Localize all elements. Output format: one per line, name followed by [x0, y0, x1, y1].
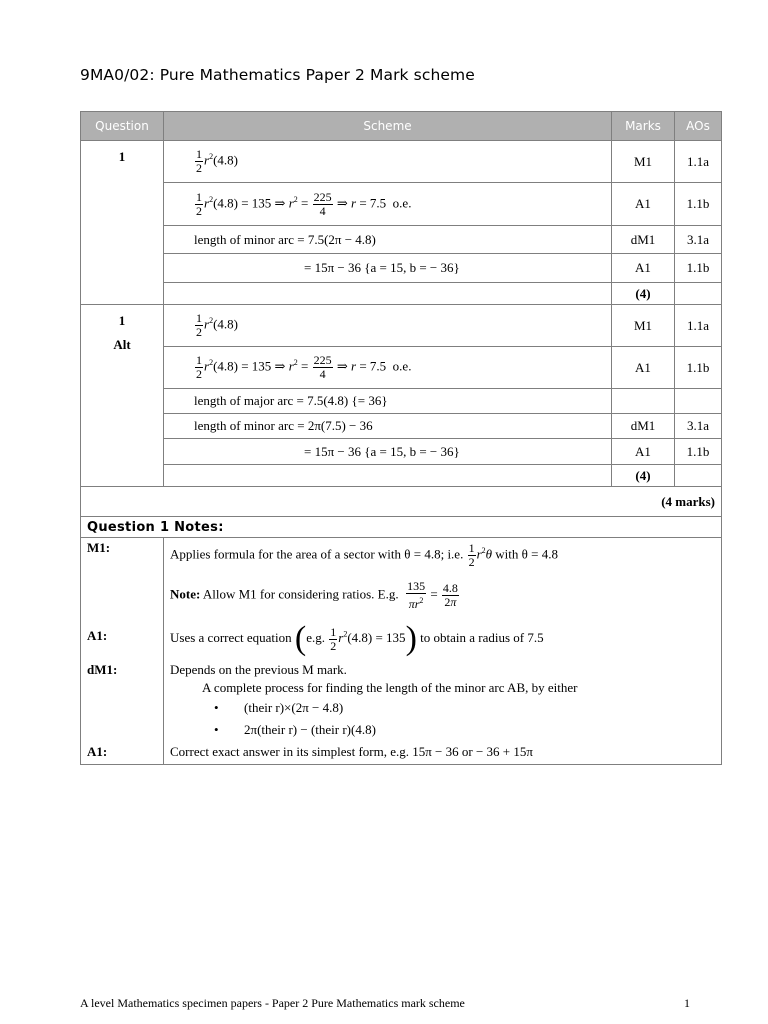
- table-header-row: [81, 112, 722, 141]
- note-bullet-1-text: (their r)×(2π − 4.8): [244, 700, 344, 715]
- question-number: [81, 305, 164, 487]
- notes-label-column: [81, 538, 164, 765]
- mark-cell: A1: [612, 254, 675, 283]
- ao-cell: [675, 465, 722, 487]
- note-a1-text-end: to obtain a radius of 7.5: [420, 629, 544, 645]
- scheme-cell: length of minor arc = 2π(7.5) − 36: [164, 414, 612, 439]
- question-number: 1: [81, 141, 164, 305]
- table-row: [81, 183, 722, 226]
- subtotal-cell: (4): [612, 465, 675, 487]
- scheme-cell: $\frac{1}{2}$ $r^2(4.8)$: [164, 141, 612, 183]
- scheme-cell: = 15π − 36 {a = 15, b = − 36}: [164, 254, 612, 283]
- table-row: [81, 141, 722, 183]
- table-row: [81, 226, 722, 254]
- header-scheme: Scheme: [164, 112, 612, 141]
- subtotal-cell: (4): [612, 283, 675, 305]
- ao-cell: 1.1a: [675, 305, 722, 347]
- ao-cell: [675, 283, 722, 305]
- note-a1-text: Uses a correct equation: [170, 629, 292, 645]
- notes-heading-row: [81, 517, 722, 538]
- ao-cell: 1.1b: [675, 439, 722, 465]
- table-row: [81, 389, 722, 414]
- note-ratio-text: Allow M1 for considering ratios. E.g.: [202, 586, 399, 602]
- note-m1-text: Applies formula for the area of a sector with θ = 4.8; i.e.: [170, 546, 464, 562]
- note-m1-text-end: with θ = 4.8: [495, 546, 558, 562]
- question-number-label: 1: [118, 313, 126, 328]
- note-ratio: Note: Allow M1 for considering ratios. E.g. $\frac{135}{\pi r^2}$ = $\frac{4.8}{2\pi}$: [170, 579, 458, 611]
- note-dm1-line2: A complete process for finding the length of the minor arc AB, by either: [202, 680, 578, 695]
- table-row: [81, 305, 722, 347]
- header-aos: AOs: [675, 112, 722, 141]
- alt-label: Alt: [113, 337, 131, 352]
- note-a1-eg: e.g.: [306, 629, 325, 645]
- oe-note: o.e.: [392, 358, 412, 374]
- scheme-cell: = 15π − 36 {a = 15, b = − 36}: [164, 439, 612, 465]
- mark-cell: M1: [612, 141, 675, 183]
- note-dm1-line1: Depends on the previous M mark.: [170, 662, 347, 677]
- notes-body-row: [81, 538, 722, 765]
- ao-cell: 3.1a: [675, 414, 722, 439]
- ao-cell: 1.1b: [675, 254, 722, 283]
- table-row: [81, 283, 722, 305]
- scheme-cell: [164, 283, 612, 305]
- scheme-cell: [164, 465, 612, 487]
- note-label-dm1: dM1:: [87, 662, 118, 677]
- table-row: [81, 347, 722, 389]
- footer-text: A level Mathematics specimen papers - Paper 2 Pure Mathematics mark scheme: [80, 996, 465, 1010]
- mark-cell: A1: [612, 347, 675, 389]
- note-label-m1: M1:: [87, 540, 111, 555]
- note-a1-final: Correct exact answer in its simplest form, e.g. 15π − 36 or − 36 + 15π: [170, 744, 533, 759]
- scheme-cell: $\frac{1}{2}$ $r^2(4.8)$: [164, 305, 612, 347]
- note-label-a1-final: A1:: [87, 744, 108, 759]
- page-number: 1: [684, 996, 690, 1010]
- note-bullet-2: • 2π(their r) − (their r)(4.8): [214, 722, 376, 737]
- notes-heading: Question 1 Notes:: [81, 517, 722, 538]
- header-question: Question: [81, 112, 164, 141]
- ao-cell: 1.1a: [675, 141, 722, 183]
- mark-cell: A1: [612, 439, 675, 465]
- table-row: [81, 439, 722, 465]
- mark-cell: M1: [612, 305, 675, 347]
- formula: $\frac{1}{2}$: [196, 147, 202, 175]
- scheme-cell: $\frac{1}{2}$ $r^2(4.8) = 135$ ⇒ $r^2$ = $\frac{225}{4}$ ⇒ r = 7.5 o.e.: [164, 347, 612, 389]
- ao-cell: 3.1a: [675, 226, 722, 254]
- note-bold-label: Note:: [170, 586, 201, 602]
- mark-cell: dM1: [612, 414, 675, 439]
- note-bullet-1: • (their r)×(2π − 4.8): [214, 700, 344, 715]
- scheme-cell: $\frac{1}{2}$ $r^2(4.8) = 135$ ⇒ $r^2$ = $\frac{225}{4}$ ⇒ r = 7.5 o.e.: [164, 183, 612, 226]
- note-a1: Uses a correct equation (e.g. $\frac{1}{2}$ $r^2(4.8) = 135$) to obtain a radius of 7.5: [170, 620, 544, 657]
- scheme-cell: length of minor arc = 7.5(2π − 4.8): [164, 226, 612, 254]
- ao-cell: [675, 389, 722, 414]
- mark-cell: [612, 389, 675, 414]
- page-title: 9MA0/02: Pure Mathematics Paper 2 Mark scheme: [80, 66, 475, 84]
- total-row: [81, 487, 722, 517]
- table-row: [81, 414, 722, 439]
- mark-cell: dM1: [612, 226, 675, 254]
- ao-cell: 1.1b: [675, 347, 722, 389]
- mark-cell: A1: [612, 183, 675, 226]
- table-row: [81, 465, 722, 487]
- note-bullet-2-text: 2π(their r) − (their r)(4.8): [244, 722, 376, 737]
- oe-note: o.e.: [392, 194, 412, 210]
- scheme-cell: length of major arc = 7.5(4.8) {= 36}: [164, 389, 612, 414]
- note-label-a1: A1:: [87, 628, 108, 643]
- ao-cell: 1.1b: [675, 183, 722, 226]
- total-marks: (4 marks): [81, 487, 722, 517]
- table-row: [81, 254, 722, 283]
- notes-text-column: [164, 538, 722, 765]
- note-m1: Applies formula for the area of a sector with θ = 4.8; i.e. $\frac{1}{2}$ $r^2\theta$ with θ = 4.8: [170, 541, 558, 569]
- mark-scheme-table: [80, 111, 722, 765]
- header-marks: Marks: [612, 112, 675, 141]
